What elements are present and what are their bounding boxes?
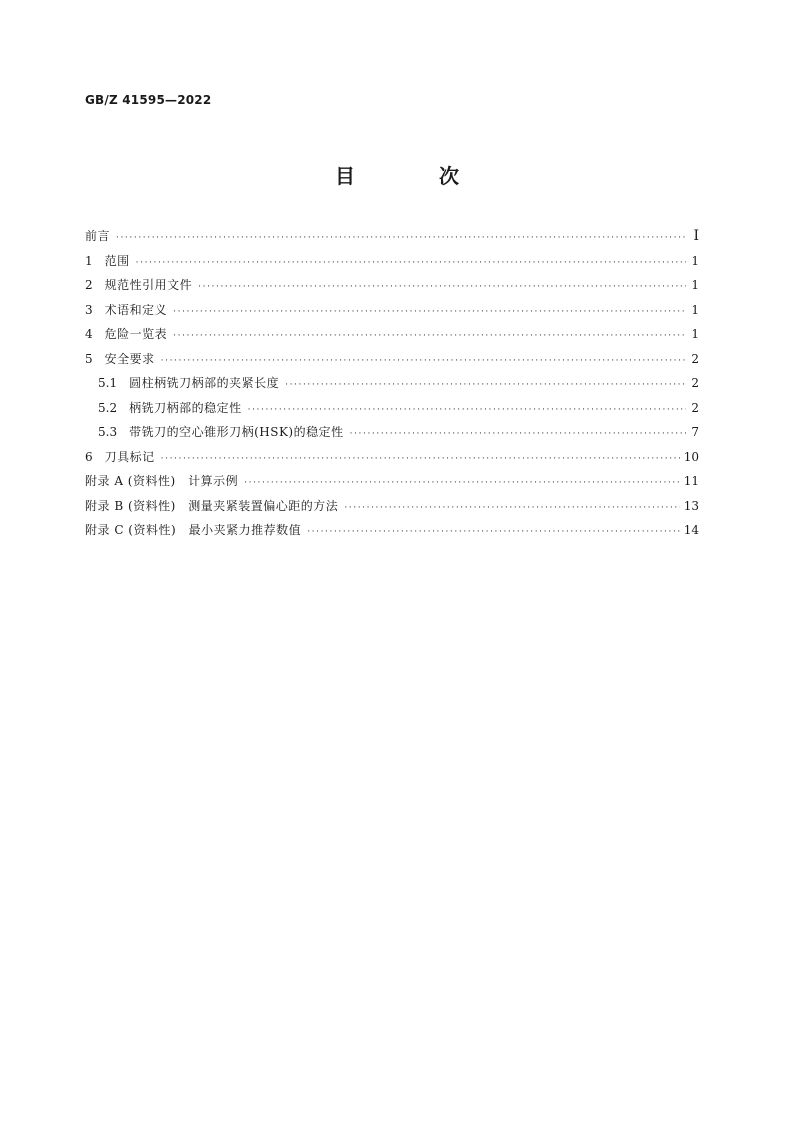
toc-entry-appendix-a[interactable] xyxy=(85,472,699,497)
toc-entry-page: 7 xyxy=(691,425,699,439)
toc-leader-dots xyxy=(344,503,679,513)
toc-entry-number: 5.3 xyxy=(98,425,118,439)
toc-entry-number: 2 xyxy=(85,278,93,292)
page-title: 目 次 xyxy=(335,164,491,188)
toc-entry-number: 3 xyxy=(85,302,93,317)
toc-entry-1[interactable] xyxy=(85,252,699,277)
toc-entry-page: I xyxy=(693,228,699,244)
toc-entry-foreword[interactable] xyxy=(85,227,699,252)
toc-entry-label: 安全要求 xyxy=(104,351,155,366)
toc-entry-5[interactable] xyxy=(85,350,699,375)
toc-entry-number: 6 xyxy=(85,449,93,464)
toc-entry-label: 附录 C (资料性) 最小夹紧力推荐数值 xyxy=(85,523,302,537)
toc-leader-dots xyxy=(248,405,686,415)
toc-entry-label: 前言 xyxy=(85,229,111,243)
toc-entry-5-1[interactable] xyxy=(85,374,699,399)
toc-leader-dots xyxy=(285,380,686,390)
toc-entry-number: 5 xyxy=(85,351,93,366)
toc-leader-dots xyxy=(198,282,686,292)
toc-entry-page: 1 xyxy=(691,278,699,292)
toc-entry-appendix-c[interactable] xyxy=(85,521,699,546)
toc-entry-4[interactable] xyxy=(85,325,699,350)
toc-entry-page: 2 xyxy=(691,376,699,390)
toc-leader-dots xyxy=(161,356,686,366)
toc-leader-dots xyxy=(116,233,686,243)
toc-entry-label: 范围 xyxy=(104,253,130,268)
table-of-contents xyxy=(85,227,699,546)
toc-entry-6[interactable] xyxy=(85,448,699,473)
toc-entry-5-2[interactable] xyxy=(85,399,699,424)
toc-entry-page: 1 xyxy=(691,327,699,341)
toc-entry-page: 1 xyxy=(691,253,699,268)
toc-entry-3[interactable] xyxy=(85,301,699,326)
toc-entry-label: 圆柱柄铣刀柄部的夹紧长度 xyxy=(129,376,280,390)
toc-entry-page: 13 xyxy=(683,498,699,513)
toc-leader-dots xyxy=(350,429,686,439)
toc-entry-2[interactable] xyxy=(85,276,699,301)
toc-entry-page: 10 xyxy=(683,449,699,464)
toc-entry-label: 危险一览表 xyxy=(104,327,168,341)
toc-leader-dots xyxy=(136,258,686,268)
toc-entry-label: 附录 B (资料性) 测量夹紧装置偏心距的方法 xyxy=(85,498,339,513)
toc-entry-number: 1 xyxy=(85,253,93,268)
toc-entry-page: 11 xyxy=(683,474,699,488)
toc-leader-dots xyxy=(173,331,686,341)
toc-entry-page: 2 xyxy=(691,400,699,415)
toc-entry-label: 柄铣刀柄部的稳定性 xyxy=(129,400,242,415)
toc-entry-label: 术语和定义 xyxy=(104,302,168,317)
toc-entry-number: 4 xyxy=(85,327,93,341)
toc-leader-dots xyxy=(173,307,686,317)
toc-leader-dots xyxy=(307,527,680,537)
toc-entry-page: 14 xyxy=(683,523,699,537)
toc-entry-label: 规范性引用文件 xyxy=(104,278,193,292)
toc-entry-appendix-b[interactable] xyxy=(85,497,699,522)
toc-entry-number: 5.2 xyxy=(98,400,118,415)
toc-entry-number: 5.1 xyxy=(98,376,118,390)
toc-entry-5-3[interactable] xyxy=(85,423,699,448)
toc-entry-label: 附录 A (资料性) 计算示例 xyxy=(85,474,239,488)
toc-entry-page: 2 xyxy=(691,351,699,366)
standard-number: GB/Z 41595—2022 xyxy=(85,93,212,107)
toc-entry-label: 刀具标记 xyxy=(104,449,155,464)
toc-leader-dots xyxy=(244,478,680,488)
toc-entry-page: 1 xyxy=(691,302,699,317)
toc-entry-label: 带铣刀的空心锥形刀柄(HSK)的稳定性 xyxy=(129,425,344,439)
toc-leader-dots xyxy=(161,454,680,464)
